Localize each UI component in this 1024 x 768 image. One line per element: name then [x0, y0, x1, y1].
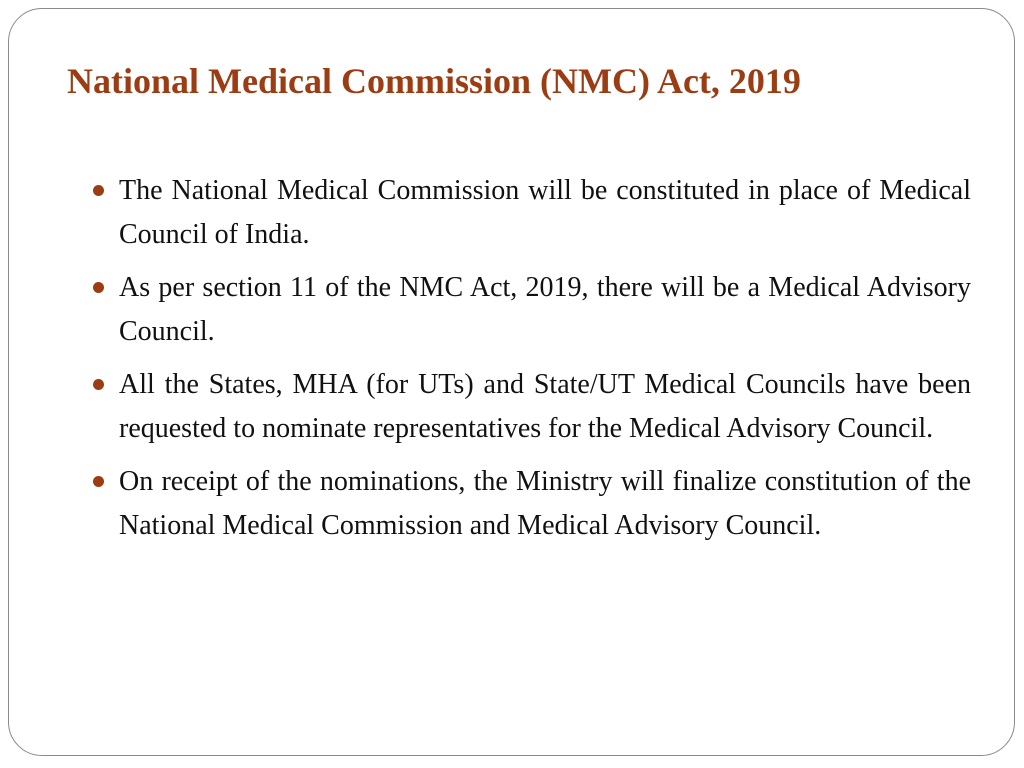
- slide-frame: [8, 8, 1015, 756]
- bullet-text: As per section 11 of the NMC Act, 2019, there will be a Medical Advisory Council.: [119, 272, 971, 347]
- bullet-dot-icon: [93, 476, 104, 487]
- bullet-text: All the States, MHA (for UTs) and State/UT Medical Councils have been requested to nominate representatives for the Medical Advisory Council.: [119, 369, 971, 444]
- bullet-list: [93, 169, 971, 557]
- bullet-item: [93, 169, 971, 257]
- bullet-text: On receipt of the nominations, the Ministry will finalize constitution of the National Medical Commission and Medical Advisory Council.: [119, 466, 971, 541]
- slide-title: National Medical Commission (NMC) Act, 2019: [67, 61, 801, 101]
- bullet-item: [93, 363, 971, 451]
- bullet-text: The National Medical Commission will be constituted in place of Medical Council of India.: [119, 175, 971, 250]
- bullet-dot-icon: [93, 282, 104, 293]
- bullet-dot-icon: [93, 379, 104, 390]
- bullet-item: [93, 460, 971, 548]
- bullet-item: [93, 266, 971, 354]
- bullet-dot-icon: [93, 185, 104, 196]
